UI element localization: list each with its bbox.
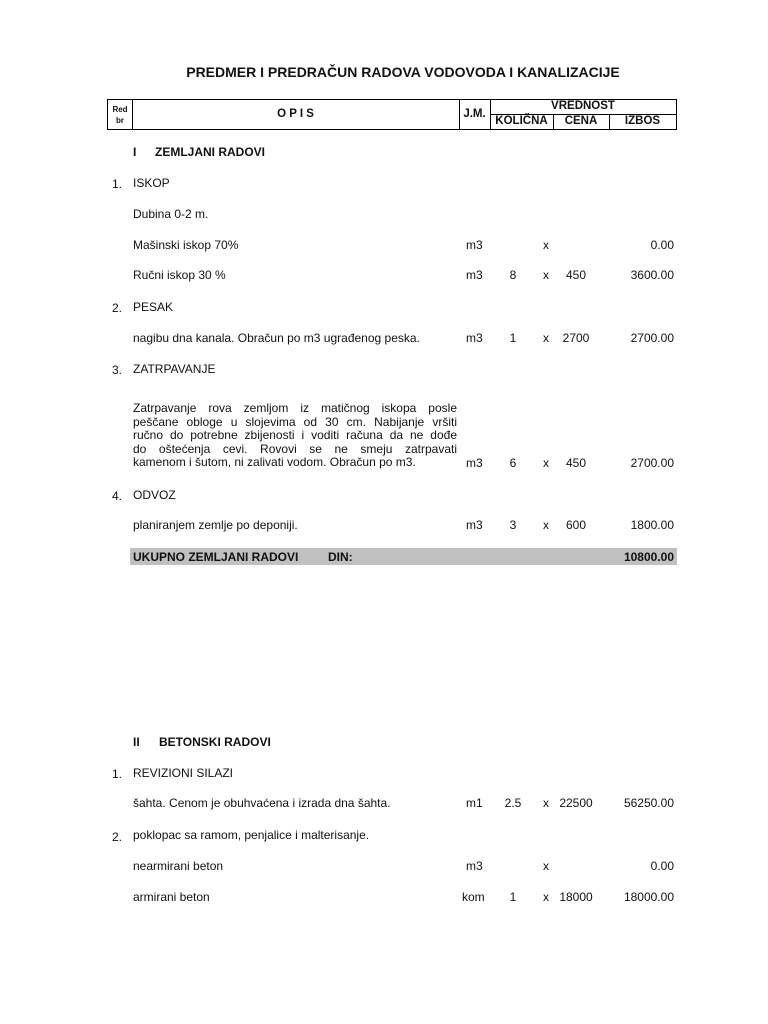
header-vrednost: VREDNOST xyxy=(551,100,615,112)
description-line: peščane obloge u slojevima od 30 cm. Nabijanje vršiti xyxy=(133,414,457,429)
item-title: REVIZIONI SILAZI xyxy=(133,766,234,780)
description-line: do oštećenja cevi. Rovovi se ne smeju zatrpavati xyxy=(133,441,457,456)
row-iznos: 0.00 xyxy=(650,238,674,252)
header-redbr xyxy=(108,104,132,126)
row-iznos: 1800.00 xyxy=(630,518,674,532)
total-currency: DIN: xyxy=(328,550,353,564)
row-opis: šahta. Cenom je obuhvaćena i izrada dna šahta. xyxy=(133,796,391,810)
table-header xyxy=(107,99,677,130)
item-number: 3. xyxy=(112,363,123,377)
row-x: x xyxy=(543,238,549,252)
item-title: ZATRPAVANJE xyxy=(133,362,216,376)
row-cena: 450 xyxy=(565,456,587,470)
row-cena: 450 xyxy=(565,268,587,282)
row-opis: Ručni iskop 30 % xyxy=(133,268,226,282)
section-title: BETONSKI RADOVI xyxy=(159,735,271,749)
row-jm: m3 xyxy=(466,331,483,345)
item-number: 2. xyxy=(112,301,123,315)
section-roman: II xyxy=(133,735,140,749)
section-title: ZEMLJANI RADOVI xyxy=(155,145,266,159)
description-line: Zatrpavanje rova zemljom iz matičnog iskopa posle xyxy=(133,401,457,415)
row-x: x xyxy=(543,268,549,282)
row-jm: m3 xyxy=(466,238,483,252)
row-x: x xyxy=(543,796,549,810)
row-jm: m3 xyxy=(466,518,483,532)
row-jm: m3 xyxy=(466,456,483,470)
row-jm: kom xyxy=(462,890,485,904)
row-opis: Dubina 0-2 m. xyxy=(133,207,209,221)
item-title: PESAK xyxy=(133,300,174,314)
row-iznos: 0.00 xyxy=(650,859,674,873)
total-label: UKUPNO ZEMLJANI RADOVI xyxy=(133,550,299,564)
page-title: PREDMER I PREDRAČUN RADOVA VODOVODA I KANALIZACIJE xyxy=(186,64,620,80)
item-title: ODVOZ xyxy=(133,488,176,502)
item-number: 1. xyxy=(112,767,123,781)
description-line: kamenom i šutom, ni zalivati vodom. Obračun po m3. xyxy=(133,455,416,469)
row-x: x xyxy=(543,518,549,532)
row-jm: m3 xyxy=(466,859,483,873)
row-kolicina: 6 xyxy=(509,456,517,470)
row-opis: poklopac sa ramom, penjalice i malterisanje. xyxy=(133,828,370,842)
row-kolicina: 8 xyxy=(509,268,517,282)
row-x: x xyxy=(543,456,549,470)
row-iznos: 2700.00 xyxy=(630,456,674,470)
item-number: 4. xyxy=(112,489,123,503)
row-cena: 22500 xyxy=(559,796,593,810)
row-cena: 2700 xyxy=(562,331,590,345)
description-line: ručno do potrebne zbijenosti i voditi računa da ne dođe xyxy=(133,428,457,442)
row-jm: m3 xyxy=(466,268,483,282)
row-iznos: 56250.00 xyxy=(623,796,674,810)
row-cena: 18000 xyxy=(559,890,593,904)
row-iznos: 2700.00 xyxy=(630,331,674,345)
row-opis: armirani beton xyxy=(133,890,210,904)
header-kolicina: KOLIČNA xyxy=(495,115,548,127)
row-x: x xyxy=(543,331,549,345)
row-opis: nearmirani beton xyxy=(133,859,224,873)
row-kolicina: 1 xyxy=(509,331,517,345)
item-number: 2. xyxy=(112,830,123,844)
row-opis: Mašinski iskop 70% xyxy=(133,238,239,252)
row-jm: m1 xyxy=(466,796,483,810)
row-x: x xyxy=(543,859,549,873)
header-red: Red xyxy=(112,105,128,114)
header-izbos: IZBOS xyxy=(624,115,661,127)
header-opis: O P I S xyxy=(277,108,314,120)
row-iznos: 3600.00 xyxy=(630,268,674,282)
row-opis: planiranjem zemlje po deponiji. xyxy=(133,518,298,532)
header-jm: J.M. xyxy=(463,108,486,120)
header-cena: CENA xyxy=(564,115,598,127)
row-iznos: 18000.00 xyxy=(623,890,674,904)
row-kolicina: 2.5 xyxy=(504,796,522,810)
row-kolicina: 3 xyxy=(509,518,517,532)
section-roman: I xyxy=(133,145,137,159)
total-value: 10800.00 xyxy=(623,550,674,564)
row-cena: 600 xyxy=(565,518,587,532)
row-kolicina: 1 xyxy=(509,890,517,904)
header-br: br xyxy=(116,116,124,125)
item-title: ISKOP xyxy=(133,176,170,190)
row-opis: nagibu dna kanala. Obračun po m3 ugrađenog peska. xyxy=(133,331,420,345)
row-x: x xyxy=(543,890,549,904)
item-description xyxy=(133,402,457,470)
item-number: 1. xyxy=(112,177,123,191)
